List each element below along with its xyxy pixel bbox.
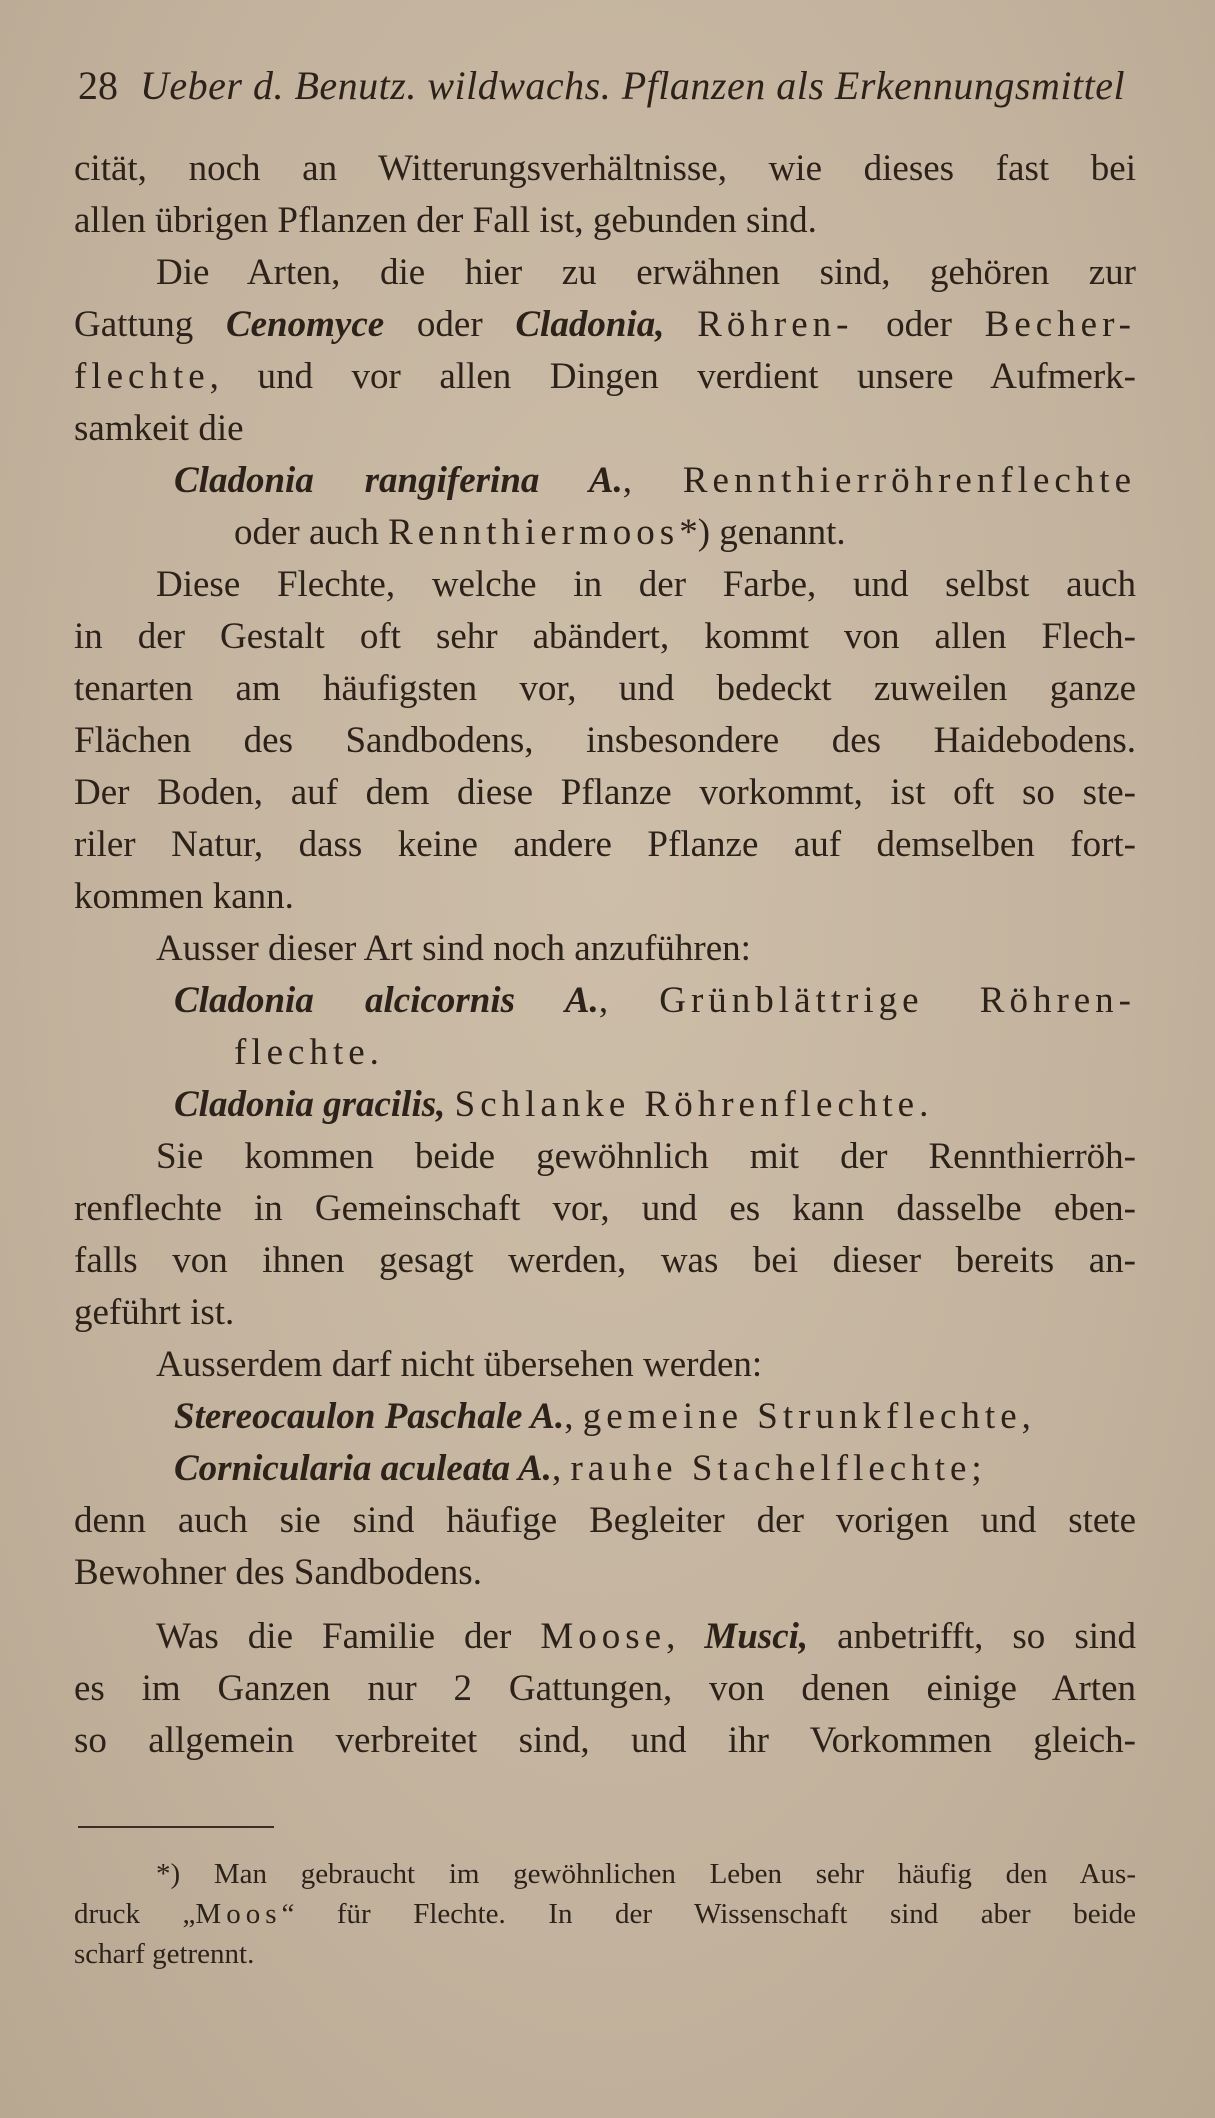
species-entry: Cladonia rangiferina A., Rennthierröhrenflechte: [174, 460, 1136, 501]
common-name: Becher-: [984, 304, 1136, 345]
text-line: samkeit die: [74, 408, 244, 449]
text-line: geführt ist.: [74, 1292, 235, 1333]
species-name: Cladonia rangiferina A.: [174, 460, 623, 501]
genus-name: Cenomyce: [225, 304, 385, 345]
text-line: Flächen des Sandbodens, insbesondere des Haidebodens.: [74, 720, 1136, 761]
species-entry: [74, 1027, 1136, 1079]
text-line: flechte, und vor allen Dingen verdient unsere Aufmerk-: [74, 356, 1136, 397]
common-name: Moose: [540, 1616, 667, 1657]
common-name: gemeine Strunkflechte,: [582, 1396, 1036, 1437]
text-line: Sie kommen beide gewöhnlich mit der Rennthierröh-: [156, 1136, 1136, 1177]
common-name: Röhren-: [697, 304, 854, 345]
species-name: Cladonia gracilis,: [174, 1084, 446, 1125]
footnote-rule: [78, 1826, 274, 1828]
common-name: Rennthiermoos: [388, 512, 680, 553]
common-name: Rennthierröhrenflechte: [682, 460, 1136, 501]
body-text: [74, 143, 1136, 1767]
common-name: Schlanke Röhrenflechte.: [454, 1084, 934, 1125]
text-line: cität, noch an Witterungsverhältnisse, wie dieses fast bei: [74, 148, 1136, 189]
text-line: renflechte in Gemeinschaft vor, und es kann dasselbe eben-: [74, 1188, 1136, 1229]
footnote-line: *) Man gebraucht im gewöhnlichen Leben sehr häufig den Aus-: [156, 1858, 1136, 1890]
family-name: Musci,: [704, 1616, 809, 1657]
text-line: kommen kann.: [74, 876, 294, 917]
species-name: Stereocaulon Paschale A.: [174, 1396, 565, 1437]
text-line: Gattung Cenomyce oder Cladonia, Röhren- oder Becher-: [74, 304, 1136, 345]
text-line: es im Ganzen nur 2 Gattungen, von denen einige Arten: [74, 1668, 1136, 1709]
text-line: allen übrigen Pflanzen der Fall ist, gebunden sind.: [74, 200, 817, 241]
running-header: [78, 62, 1138, 110]
common-name: rauhe Stachelflechte;: [570, 1448, 987, 1489]
species-entry: Cladonia alcicornis A., Grünblättrige Röhren-: [174, 980, 1136, 1021]
text-line: Ausser dieser Art sind noch anzuführen:: [156, 928, 751, 969]
text-line: tenarten am häufigsten vor, und bedeckt zuweilen ganze: [74, 668, 1136, 709]
footnote: [74, 1854, 1136, 1974]
common-name: flechte: [74, 356, 210, 397]
text-line: Der Boden, auf dem diese Pflanze vorkommt, ist oft so ste-: [74, 772, 1136, 813]
text-line: riler Natur, dass keine andere Pflanze auf demselben fort-: [74, 824, 1136, 865]
text-line: Ausserdem darf nicht übersehen werden:: [156, 1344, 763, 1385]
species-entry: [74, 1079, 1136, 1131]
text-line: Was die Familie der Moose, Musci, anbetrifft, so sind: [156, 1616, 1136, 1657]
species-name: Cladonia alcicornis A.: [174, 980, 599, 1021]
species-entry: oder auch Rennthiermoos*) genannt.: [234, 512, 846, 553]
paragraph-gap: [74, 1599, 1136, 1611]
text-line: Bewohner des Sandbodens.: [74, 1552, 482, 1593]
genus-name: Cladonia,: [515, 304, 665, 345]
footnote-line: scharf getrennt.: [74, 1938, 255, 1970]
text-line: Diese Flechte, welche in der Farbe, und selbst auch: [156, 564, 1136, 605]
running-title: Ueber d. Benutz. wildwachs. Pflanzen als Erkennungsmittel: [140, 63, 1126, 108]
emphasized-word: Moos: [195, 1898, 282, 1930]
common-name: Grünblättrige Röhren-: [659, 980, 1136, 1021]
species-entry: Cornicularia aculeata A., rauhe Stachelflechte;: [174, 1448, 987, 1489]
text-line: falls von ihnen gesagt werden, was bei dieser bereits an-: [74, 1240, 1136, 1281]
common-name: flechte.: [234, 1032, 384, 1073]
text-line: in der Gestalt oft sehr abändert, kommt von allen Flech-: [74, 616, 1136, 657]
text-line: Die Arten, die hier zu erwähnen sind, gehören zur: [156, 252, 1136, 293]
text-line: so allgemein verbreitet sind, und ihr Vorkommen gleich-: [74, 1720, 1136, 1761]
species-name: Cornicularia aculeata A.: [174, 1448, 552, 1489]
page-number: 28: [78, 63, 118, 108]
species-entry: Stereocaulon Paschale A., gemeine Strunkflechte,: [174, 1396, 1036, 1437]
text-line: denn auch sie sind häufige Begleiter der vorigen und stete: [74, 1500, 1136, 1541]
footnote-line: druck „Moos“ für Flechte. In der Wissenschaft sind aber beide: [74, 1898, 1136, 1930]
